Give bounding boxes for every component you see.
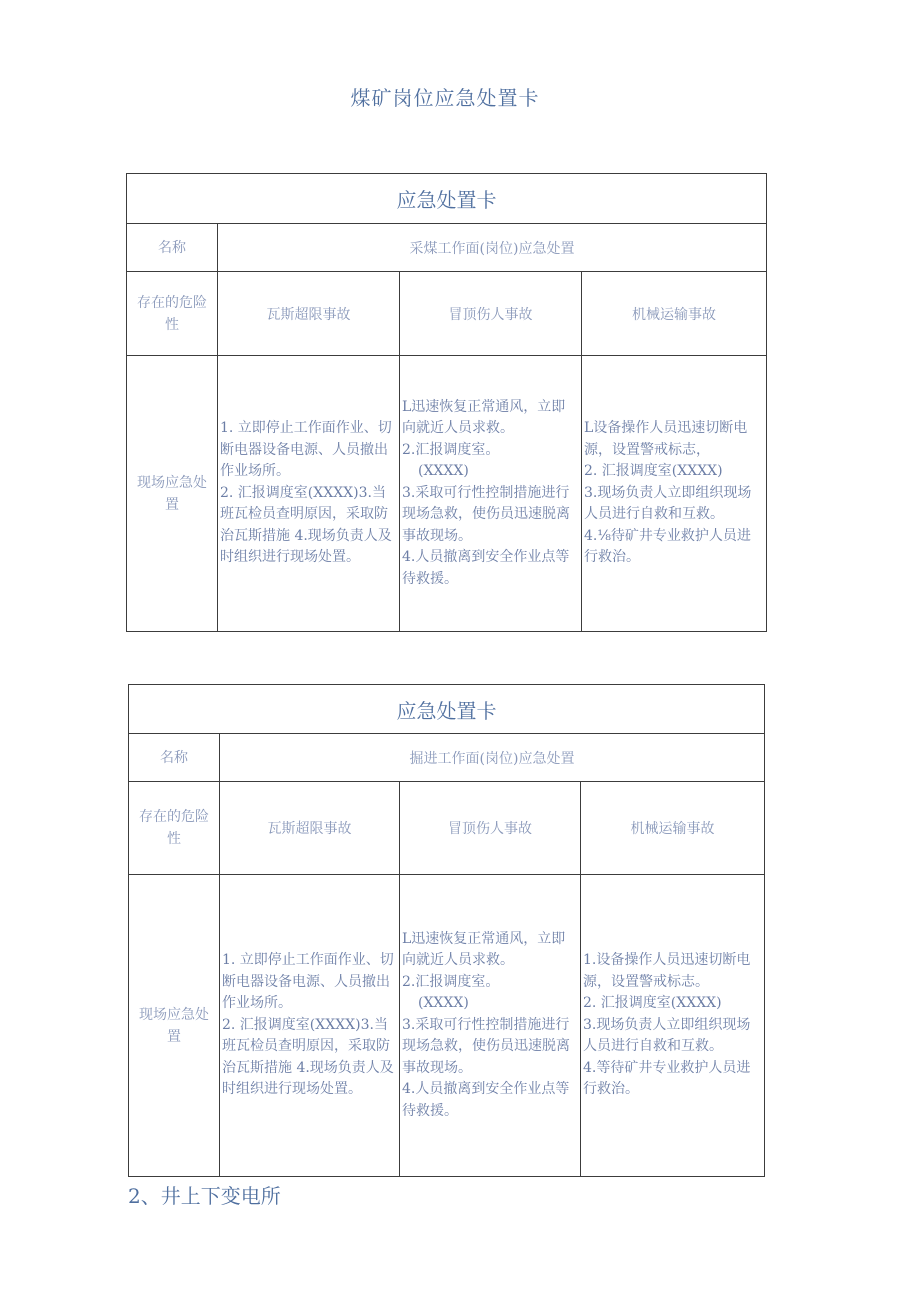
card-header: 应急处置卡 — [129, 685, 765, 734]
procedure-step: 4.人员撤离到安全作业点等待救援。 — [402, 549, 570, 587]
procedure-step: 1. 立即停止工作面作业、切断电器设备电源、人员撤出作业场所。 — [222, 952, 394, 1012]
hazard-roof-fall: 冒顶伤人事故 — [400, 272, 582, 356]
procedure-label: 现场应急处置 — [129, 875, 220, 1177]
procedure-roof-fall — [400, 356, 582, 632]
procedure-roof-fall — [400, 875, 581, 1177]
procedure-step: 4.人员撤离到安全作业点等待救援。 — [402, 1081, 570, 1119]
hazard-roof-fall: 冒顶伤人事故 — [400, 782, 581, 875]
emergency-card-coal-face — [126, 173, 767, 632]
document-title: 煤矿岗位应急处置卡 — [350, 86, 540, 110]
procedure-step: 3.采取可行性控制措施进行现场急救，使伤员迅速脱离事故现场。 — [402, 484, 570, 544]
hazard-label: 存在的危险性 — [127, 272, 218, 356]
procedure-gas — [220, 875, 400, 1177]
card-header: 应急处置卡 — [127, 174, 767, 224]
procedure-gas — [218, 356, 400, 632]
procedure-step: 1. 立即停止工作面作业、切断电器设备电源、人员撤出作业场所。 — [220, 420, 392, 480]
name-value: 掘进工作面(岗位)应急处置 — [220, 734, 765, 782]
procedure-step: 1.设备操作人员迅速切断电源，设置警戒标志。 — [583, 952, 751, 990]
procedure-step: 2. 汇报调度室(XXXX) — [584, 463, 723, 480]
procedure-step: L迅速恢复正常通风，立即向就近人员求救。 — [402, 398, 566, 437]
procedure-step: 2. 汇报调度室(XXXX) — [583, 995, 722, 1012]
hazard-label: 存在的危险性 — [129, 782, 220, 875]
procedure-transport — [582, 356, 767, 632]
procedure-step: 2. 汇报调度室(XXXX)3.当班瓦检员查明原因，采取防治瓦斯措施 4.现场负责人及时组织进行现场处置。 — [220, 484, 392, 566]
procedure-step: L设备操作人员迅速切断电源，设置警戒标志， — [584, 420, 748, 458]
procedure-transport — [581, 875, 765, 1177]
procedure-step: L迅速恢复正常通风，立即向就近人员求救。 — [402, 930, 566, 969]
procedure-label: 现场应急处置 — [127, 356, 218, 632]
procedure-step: (XXXX) — [418, 995, 469, 1012]
procedure-step: 2.汇报调度室。 — [402, 441, 500, 458]
procedure-step: 3.现场负责人立即组织现场人员进行自救和互救。 — [583, 1016, 751, 1055]
procedure-step: 3.采取可行性控制措施进行现场急救，使伤员迅速脱离事故现场。 — [402, 1016, 570, 1076]
procedure-step: (XXXX) — [418, 463, 469, 480]
emergency-card-heading-face — [128, 684, 765, 1177]
procedure-step: 2.汇报调度室。 — [402, 973, 500, 990]
name-label: 名称 — [129, 734, 220, 782]
procedure-step: 2. 汇报调度室(XXXX)3.当班瓦检员查明原因，采取防治瓦斯措施 4.现场负责人及时组织进行现场处置。 — [222, 1016, 394, 1098]
hazard-transport: 机械运输事故 — [581, 782, 765, 875]
procedure-step: 3.现场负责人立即组织现场人员进行自救和互救。 — [584, 484, 752, 523]
procedure-step: 4.等待矿井专业救护人员进行救治。 — [583, 1059, 751, 1098]
name-label: 名称 — [127, 224, 218, 272]
procedure-step: 4.⅛待矿井专业救护人员进行救治。 — [584, 527, 751, 566]
hazard-gas: 瓦斯超限事故 — [218, 272, 400, 356]
name-value: 采煤工作面(岗位)应急处置 — [218, 224, 767, 272]
hazard-transport: 机械运输事故 — [582, 272, 767, 356]
section-heading: 2、井上下变电所 — [128, 1184, 281, 1208]
hazard-gas: 瓦斯超限事故 — [220, 782, 400, 875]
